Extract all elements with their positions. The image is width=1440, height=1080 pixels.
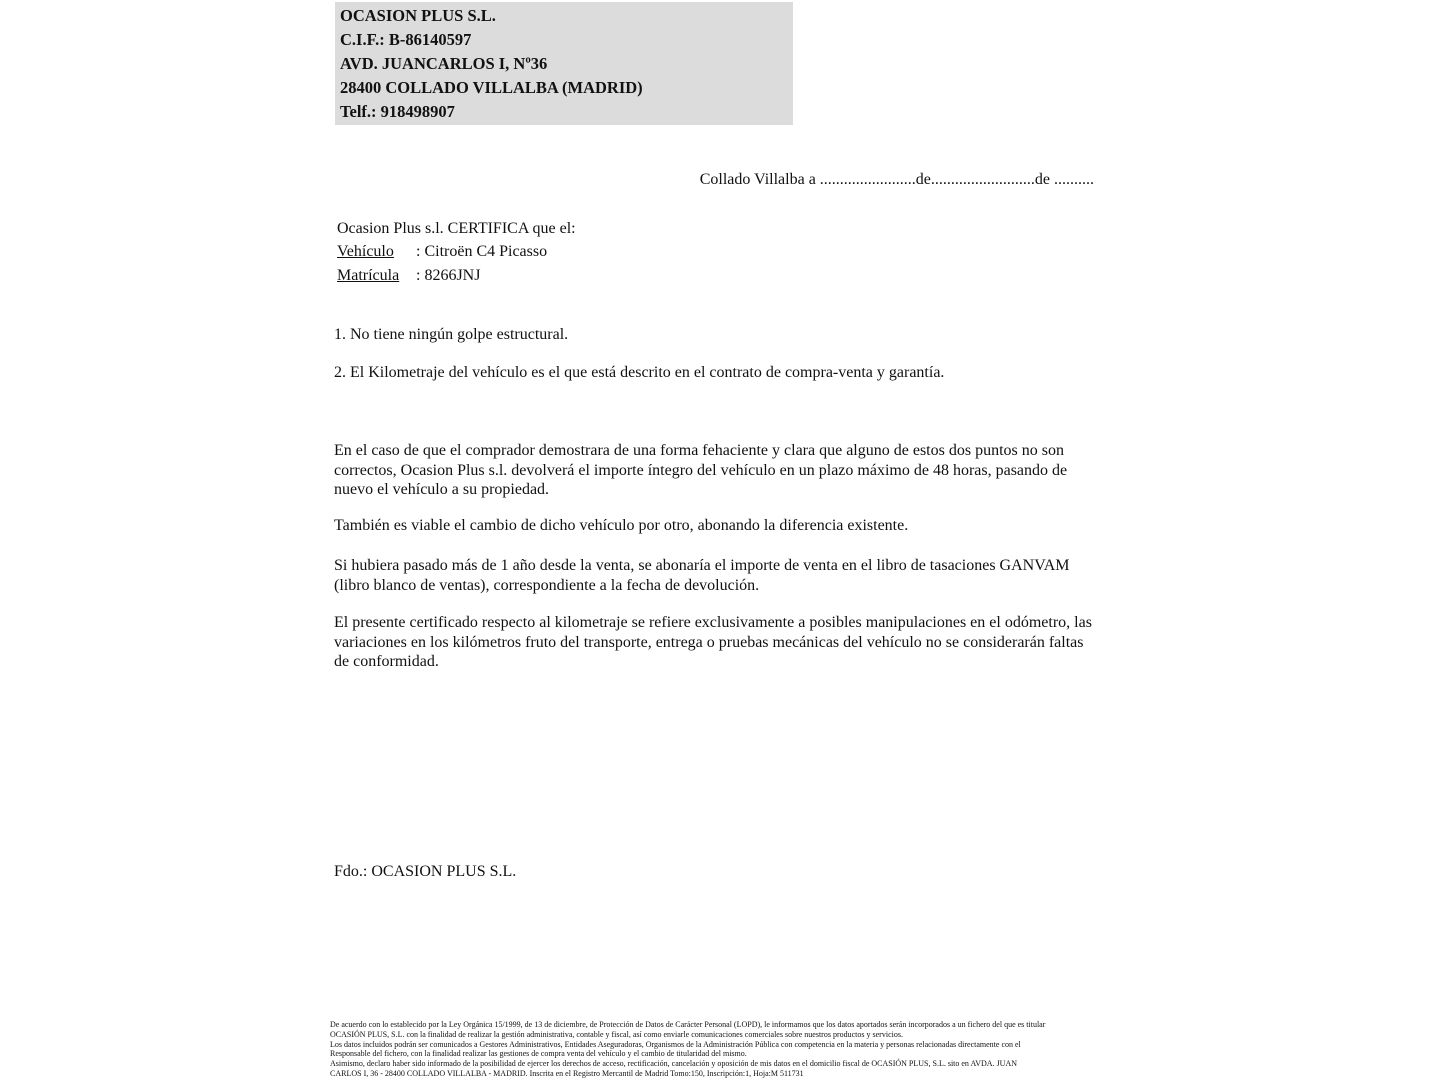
certify-intro: Ocasion Plus s.l. CERTIFICA que el:: [337, 220, 576, 237]
company-phone: Telf.: 918498907: [340, 102, 455, 121]
paragraph-refund-terms: En el caso de que el comprador demostrara de una forma fehaciente y clara que alguno de estos dos puntos no son correctos, Ocasion Plus s.l. devolverá el importe íntegro del vehículo en un plazo máximo de 48 horas, pasando de nuevo el vehículo a su propiedad.: [334, 442, 1068, 498]
vehicle-row: [337, 240, 576, 263]
vehicle-label: Vehículo: [337, 243, 394, 261]
legal-line: Asimismo, declaro haber sido informado de la posibilidad de ejercer los derechos de acceso, rectificación, cancelación y oposición de mis datos en el domicilio fiscal de OCASIÓN PLUS, S.L. sito en AVDA. JUAN: [330, 1059, 1018, 1068]
legal-line: De acuerdo con lo establecido por la Ley Orgánica 15/1999, de 13 de diciembre, de Protección de Datos de Carácter Personal (LOPD), le informamos que los datos aportados serán incorporados a un fichero del que es titular: [330, 1020, 1046, 1029]
legal-fine-print: [330, 1020, 1045, 1079]
legal-line: Responsable del fichero, con la finalidad realizar las gestiones de compra venta del vehículo y el cambio de titularidad del mismo.: [330, 1049, 747, 1059]
signature-line: Fdo.: OCASION PLUS S.L.: [334, 863, 517, 880]
legal-line: Los datos incluidos podrán ser comunicados a Gestores Administrativos, Entidades Aseguradoras, Organismos de la Administración Pública con competencia en la materia y personas relacionadas directamente con el: [330, 1039, 1021, 1049]
plate-row: [337, 264, 576, 287]
paragraph-exchange-option: También es viable el cambio de dicho vehículo por otro, abonando la diferencia existente.: [334, 517, 909, 534]
certify-block: [337, 217, 576, 287]
legal-line: CARLOS I, 36 - 28400 COLLADO VILLALBA - MADRID. Inscrita en el Registro Mercantil de Madrid Tomo:150, Inscripción:1, Hoja:M 511731: [330, 1068, 804, 1078]
plate-label: Matrícula: [337, 266, 400, 284]
date-line: Collado Villalba a ........................de..........................de ..........: [699, 171, 1094, 188]
vehicle-value: : Citroën C4 Picasso: [416, 243, 548, 261]
certified-point-1: 1. No tiene ningún golpe estructural.: [334, 326, 569, 343]
company-header-box: [335, 2, 793, 125]
certified-point-2: 2. El Kilometraje del vehículo es el que está descrito en el contrato de compra-venta y garantía.: [334, 364, 945, 381]
plate-value: : 8266JNJ: [416, 266, 481, 284]
company-name: OCASION PLUS S.L.: [340, 6, 496, 25]
legal-line: OCASIÓN PLUS, S.L. con la finalidad de realizar la gestión administrativa, contable y fiscal, así como enviarle comunicaciones comerciales sobre nuestros productos y servicios.: [330, 1029, 903, 1039]
company-cif: C.I.F.: B-86140597: [340, 30, 472, 49]
paragraph-ganvam-valuation: Si hubiera pasado más de 1 año desde la venta, se abonaría el importe de venta en el libro de tasaciones GANVAM (libro blanco de ventas), correspondiente a la fecha de devolución.: [334, 557, 1070, 594]
company-address: AVD. JUANCARLOS I, Nº36: [340, 54, 548, 73]
paragraph-odometer-disclaimer: El presente certificado respecto al kilometraje se refiere exclusivamente a posibles manipulaciones en el odómetro, las variaciones en los kilómetros fruto del transporte, entrega o pruebas mecánicas del vehículo no se considerarán faltas de conformidad.: [334, 614, 1092, 670]
company-city: 28400 COLLADO VILLALBA (MADRID): [340, 78, 643, 97]
